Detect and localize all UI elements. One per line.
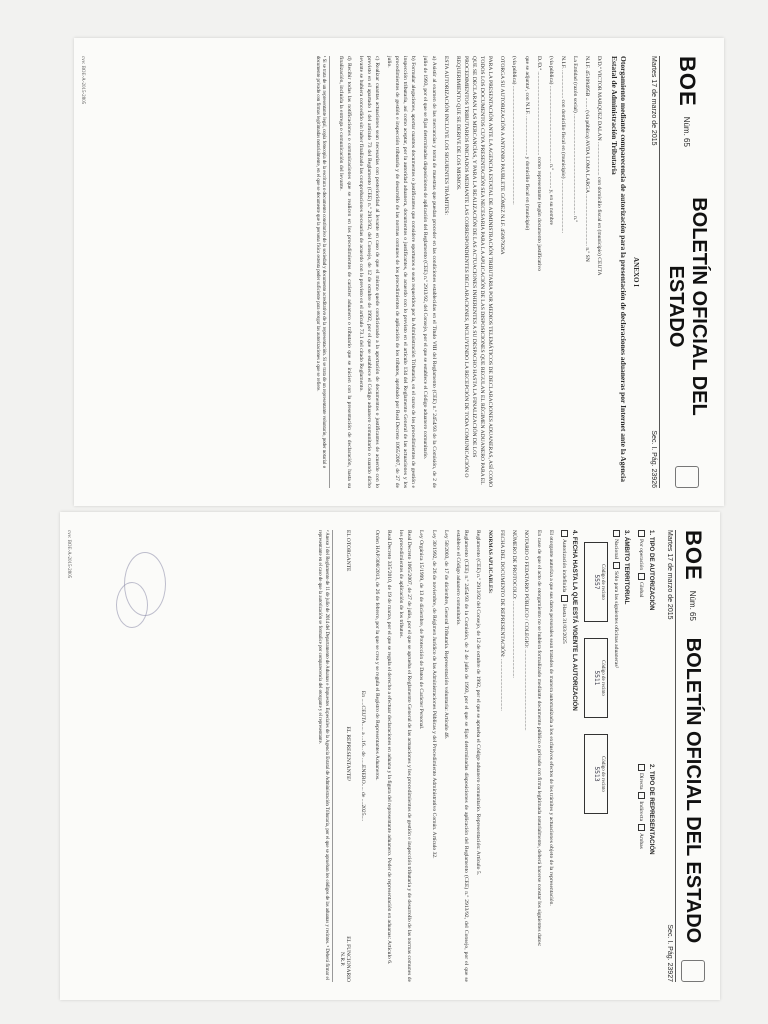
option-label: Nacional	[612, 539, 619, 560]
page-header	[659, 56, 710, 488]
code-value: 5513	[592, 766, 600, 782]
checkbox[interactable]	[638, 792, 645, 799]
option-list	[637, 764, 645, 982]
signature-row	[339, 530, 351, 982]
includes-heading: ESTA AUTORIZACIÓN INCLUYE LOS SIGUIENTES TRÁMITES:	[442, 56, 449, 215]
protocol-number-field: NÚMERO DE PROTOCOLO: .......................................................	[511, 530, 518, 678]
page-subheader	[666, 530, 673, 982]
option-label: Autorización indefinida	[560, 539, 567, 593]
rule-item: Ley Orgánica 15/1999, de 13 de diciembre, de Protección de Datos de Carácter Personal.	[418, 530, 425, 730]
boe-logo: BOE	[675, 56, 700, 107]
coat-of-arms-icon	[681, 960, 705, 982]
publication-date: Martes 17 de marzo de 2015	[666, 530, 673, 620]
issue-number: Núm. 65	[688, 590, 698, 621]
checkbox[interactable]	[638, 764, 645, 771]
checkbox[interactable]	[561, 530, 568, 537]
publication-date: Martes 17 de marzo de 2015	[650, 56, 657, 146]
authorization-scope: PARA LA PRESENTACIÓN ANTE LA AGENCIA ESTATAL DE ADMINISTRACIÓN TRIBUTARIA POR MEDIOS TELEMÁTICOS DE DECLARACIONES ADUANERAS, ASÍ COMO TODOS LOS DOCUMENTOS CUYA PRESENTACIÓN SEA NECESARIA PARA LA APLICACIÓN DE LAS DISPOSICIONES QUE REGULAN EL RÉGIMEN ADUANERO PARA EL QUE SE DECLARAN LAS MERCANCÍAS, Y PARA LA REALIZACIÓN DE LAS ACTUACIONES INHERENTES A SU DESPACHO HASTA LA FINALIZACIÓN DE LOS PROCEDIMIENTOS TRIBUTARIOS INICIADOS MEDIANTE LAS CORRESPONDIENTES DECLARACIONES, INCLUYENDO LA RECEPCIÓN DE TODA COMUNICACIÓN O REQUERIMIENTO QUE SE DERIVE DE LOS MISMOS.	[454, 56, 494, 488]
procedure-item: a) Asistir al examen de las mercancías y toma de muestras que puedan proceder en las condiciones establecidas en el Título VIII del Reglamento (CEE) n.º 2454/93 de la Comisión, de 2 de julio de 1993, por el que se fijan determinadas disposiciones de aplicación del Reglamento (CEE) n.º 2913/92, del Consejo, por el que se establece el Código aduanero comunitario.	[422, 56, 437, 488]
section-page: Sec. I. Pág. 23927	[666, 924, 673, 982]
procedure-item: c) Realizar cuantas actuaciones sean necesarias con posterioridad al levante en caso de que el mismo quede condicionado a la aportación de documentos o justificantes de acuerdo con lo previsto en el apartado 1 del artículo 73 del Reglamento (CEE) n.º 2913/92, del Consejo, de 12 de octubre de 1992, por el que se establece el Código aduanero comunitario o cuando dicho levante se hubiera concedido sin haber finalizado las comprobaciones necesarias de acuerdo con lo previsto en el artículo 73.1 del citado Reglamento.	[357, 56, 380, 488]
section-heading: 4. FECHA HASTA LA QUE ESTÁ VIGENTE LA AUTORIZACIÓN	[570, 530, 578, 711]
notary-field: NOTARIO O FEDATARIO PÚBLICO / COLEGIO: ..........................................................	[523, 530, 530, 731]
checkbox[interactable]	[638, 824, 645, 831]
checkbox[interactable]	[613, 562, 620, 569]
code-value: 5557	[592, 574, 600, 590]
option-label: Hasta 31/03/2025	[560, 604, 567, 644]
place-and-date: En .....CEUTA..... a ...16... de .....ENERO..... de ....2025....	[359, 690, 366, 822]
signature-block-grantor	[339, 530, 351, 571]
option-list	[637, 530, 645, 748]
rule-item: Reglamento (CEE) n.º 2454/93 de la Comisión, de 2 de julio de 1993, por el que se fijan determinadas disposiciones de aplicación del Reglamento (CEE) n.º 2913/92, del Consejo, por el que se establece el Código aduanero comunitario.	[454, 530, 469, 982]
footnote: ¹ Si se trata de un representante legal, copia fotocopia de la escritura o documento constitutivo de la sociedad y documento acreditativo de la representación. Si se trata de un representante voluntario, poder notarial o documento privado con firmas legitimadas notarialmente, en el que se documente que la persona física ostenta poder suficiente para otorgar las autorizaciones a que se refiere.	[313, 56, 330, 488]
procedure-item: b) Formular alegaciones, aportar cuantos documentos o justificantes que considere oportunos o sean requeridos por la Administración Tributaria, en el curso de los procedimientos de gestión e inspección tributaria, así como aceptar, por la autoridad aduanera, documentos o justificantes, de acuerdo con lo previsto en el artículo 134 del Reglamento General de las actuaciones y los procedimientos de gestión e inspección tributaria y de desarrollo de las normas comunes de los procedimientos de aplicación de los tributos, aprobado por Real Decreto 1065/2007, de 27 de julio.	[386, 56, 417, 488]
code-label: Código de recinto	[599, 660, 605, 696]
section-heading: 1. TIPO DE AUTORIZACIÓN	[648, 530, 655, 611]
signature-block-representative	[339, 726, 351, 781]
bulletin-title: BOLETÍN OFICIAL DEL ESTADO	[665, 197, 710, 416]
page-subheader	[650, 56, 657, 488]
option-label: Directa	[638, 773, 644, 790]
party-line: N.I.F. .................... con domicilio fiscal en (municipio) ......................................	[559, 56, 566, 233]
document-title: Otorgamiento mediante comparecencia de autorización para la presentación de declaraciones aduaneras por Internet ante la Agencia Estatal de Administración Tributaria	[609, 56, 628, 482]
data-consent: El otorgante autoriza a que sus datos personales sean tratados de manera automatizada a los exclusivos efectos de los trámites y actuaciones objeto de la representación.	[547, 530, 554, 906]
representation-date-field: FECHA DEL DOCUMENTO DE REPRESENTACIÓN: .....................................	[499, 530, 506, 711]
party-line: La Entidad (razón social) ........................................................................ n.º	[572, 56, 579, 223]
document-page-2	[60, 512, 720, 1000]
footnote: ² Anexo I del Reglamento de 11 de julio de 2014 del Departamento de Aduanas e Impuestos Especiales de la Agencia Estatal de Administración Tributaria, por el que se aprueban los códigos de las aduanas y recintos. ³ Deberá firmar el representante en el caso de que la autorización se formalice por comparecencia del otorgante y el representante.	[316, 530, 333, 982]
code-label: Código de recinto	[599, 756, 605, 792]
code-label: Código de recinto	[599, 564, 605, 600]
section-heading: 3. ÁMBITO TERRITORIAL	[622, 530, 630, 605]
party-line: N.I.F. 45109495B ........ (vía pública) AVDA LOMA LARGA ..................................... n.º SN	[584, 56, 591, 262]
party-block	[510, 56, 603, 488]
rule-item: Reglamento (CEE) n.º 2913/92 del Consejo, de 12 de octubre de 1992, por el que se aprueba el Código aduanero comunitario. Representación: Artículo 5.	[475, 530, 482, 876]
annex-heading: ANEXO I	[632, 257, 640, 287]
rotated-page-content	[60, 512, 720, 1000]
cve-code: cve: BOE-A-2015-2805	[80, 56, 85, 105]
signature-label: EL FUNCIONARIO	[344, 936, 351, 982]
code-box	[584, 638, 608, 718]
signature-block-official	[339, 936, 351, 982]
option-label: Indirecta	[638, 801, 644, 822]
procedure-item: d) Recibir todas las notificaciones o comunicaciones que se realicen en los procedimientos de carácter aduanero o tributario que se inicien con la presentación de declaración, hasta su finalización, incluida la entrega o comunicación del levante.	[337, 56, 352, 488]
rule-item: Real Decreto 335/2010, de 19 de marzo, por el que se regula el derecho a efectuar declaraciones en aduana y la figura del representante aduanero. Poder de representación en aduanas: Artículo 6.	[386, 530, 393, 965]
boe-logo: BOE	[681, 530, 706, 581]
grant-authorization: OTORGA SU AUTORIZACIÓN A ANTONIO PAUBLETE GÓMEZ N.I.F. 45097926A	[499, 56, 506, 255]
rules-heading: NORMAS APLICABLES:	[487, 530, 494, 594]
section-page: Sec. I. Pág. 23926	[650, 430, 657, 488]
code-box	[584, 542, 608, 622]
signature-label: EL OTORGANTE	[344, 530, 351, 572]
rule-item: Ley 30/1992, de 26 de noviembre, de Régimen Jurídico de las Administraciones Públicas y del Procedimiento Administrativo Común. Artículo 32.	[430, 530, 437, 859]
checkbox[interactable]	[638, 530, 645, 537]
coat-of-arms-icon	[675, 466, 699, 488]
code-value: 5511	[592, 670, 600, 686]
rule-item: Orden HAP/308/2013, de 26 de febrero, por la que se crea y se regula el Registro de Representantes Aduaneros.	[374, 530, 381, 781]
official-stamp	[116, 582, 148, 628]
party-line: (vía pública) .....................................................................................	[511, 56, 518, 205]
section-heading: 2. TIPO DE REPRESENTACIÓN	[648, 764, 655, 855]
party-line: D/D.ª VICTOR MARQUEZ DALAN ........................ con domicilio fiscal en (municipio) CEUTA	[596, 56, 603, 276]
checkbox[interactable]	[561, 595, 568, 602]
cve-code: cve: BOE-A-2015-2805	[66, 530, 71, 579]
issue-number: Núm. 65	[682, 116, 692, 147]
option-list	[612, 530, 620, 982]
document-page-1	[74, 38, 724, 506]
party-line: D./D.ª ............................................................ como representante (según documento justificativo	[535, 56, 542, 272]
rule-item: Real Decreto 1065/2007, de 27 de julio, por el que se aprueba el Reglamento General de las actuaciones y los procedimientos de gestión e inspección tributaria y de desarrollo de las normas comunes de los procedimientos de aplicación de los tributos.	[398, 530, 413, 982]
nrp-label: N.R.P.	[338, 951, 345, 967]
authorization-type-row	[633, 530, 658, 982]
rotated-page-content	[74, 38, 724, 506]
checkbox[interactable]	[613, 530, 620, 537]
bulletin-title: BOLETÍN OFICIAL DEL ESTADO	[682, 637, 705, 944]
authorization-type-section	[633, 530, 658, 748]
code-box	[584, 734, 608, 814]
option-list	[560, 530, 568, 982]
option-label: Por operación	[638, 539, 644, 571]
option-label: Global	[638, 582, 644, 598]
party-line: (vía pública) ....................................................... n.º ............ y, en su nombre	[547, 56, 554, 226]
option-label: Sólo para las siguientes oficinas aduaneras²	[612, 571, 619, 669]
notarial-note: En caso de que el acto de otorgamiento no se hubiera formalizado mediante documento público o privado con firma legitimada notarialmente, deberá hacerse constar los siguientes datos:	[535, 530, 542, 947]
option-label: Ambas	[638, 832, 644, 849]
representation-type-section	[633, 764, 658, 982]
customs-office-codes	[584, 542, 608, 982]
rule-item: Ley 58/2003, de 17 de diciembre, General Tributaria. Representación voluntaria: Artículo 46.	[442, 530, 449, 739]
checkbox[interactable]	[638, 573, 645, 580]
page-header	[675, 530, 706, 982]
signature-label: EL REPRESENTANTE³	[344, 726, 351, 782]
party-line: que se adjunta¹, con N.I.F. ............................ y domicilio fiscal en (municipio)	[523, 56, 530, 231]
